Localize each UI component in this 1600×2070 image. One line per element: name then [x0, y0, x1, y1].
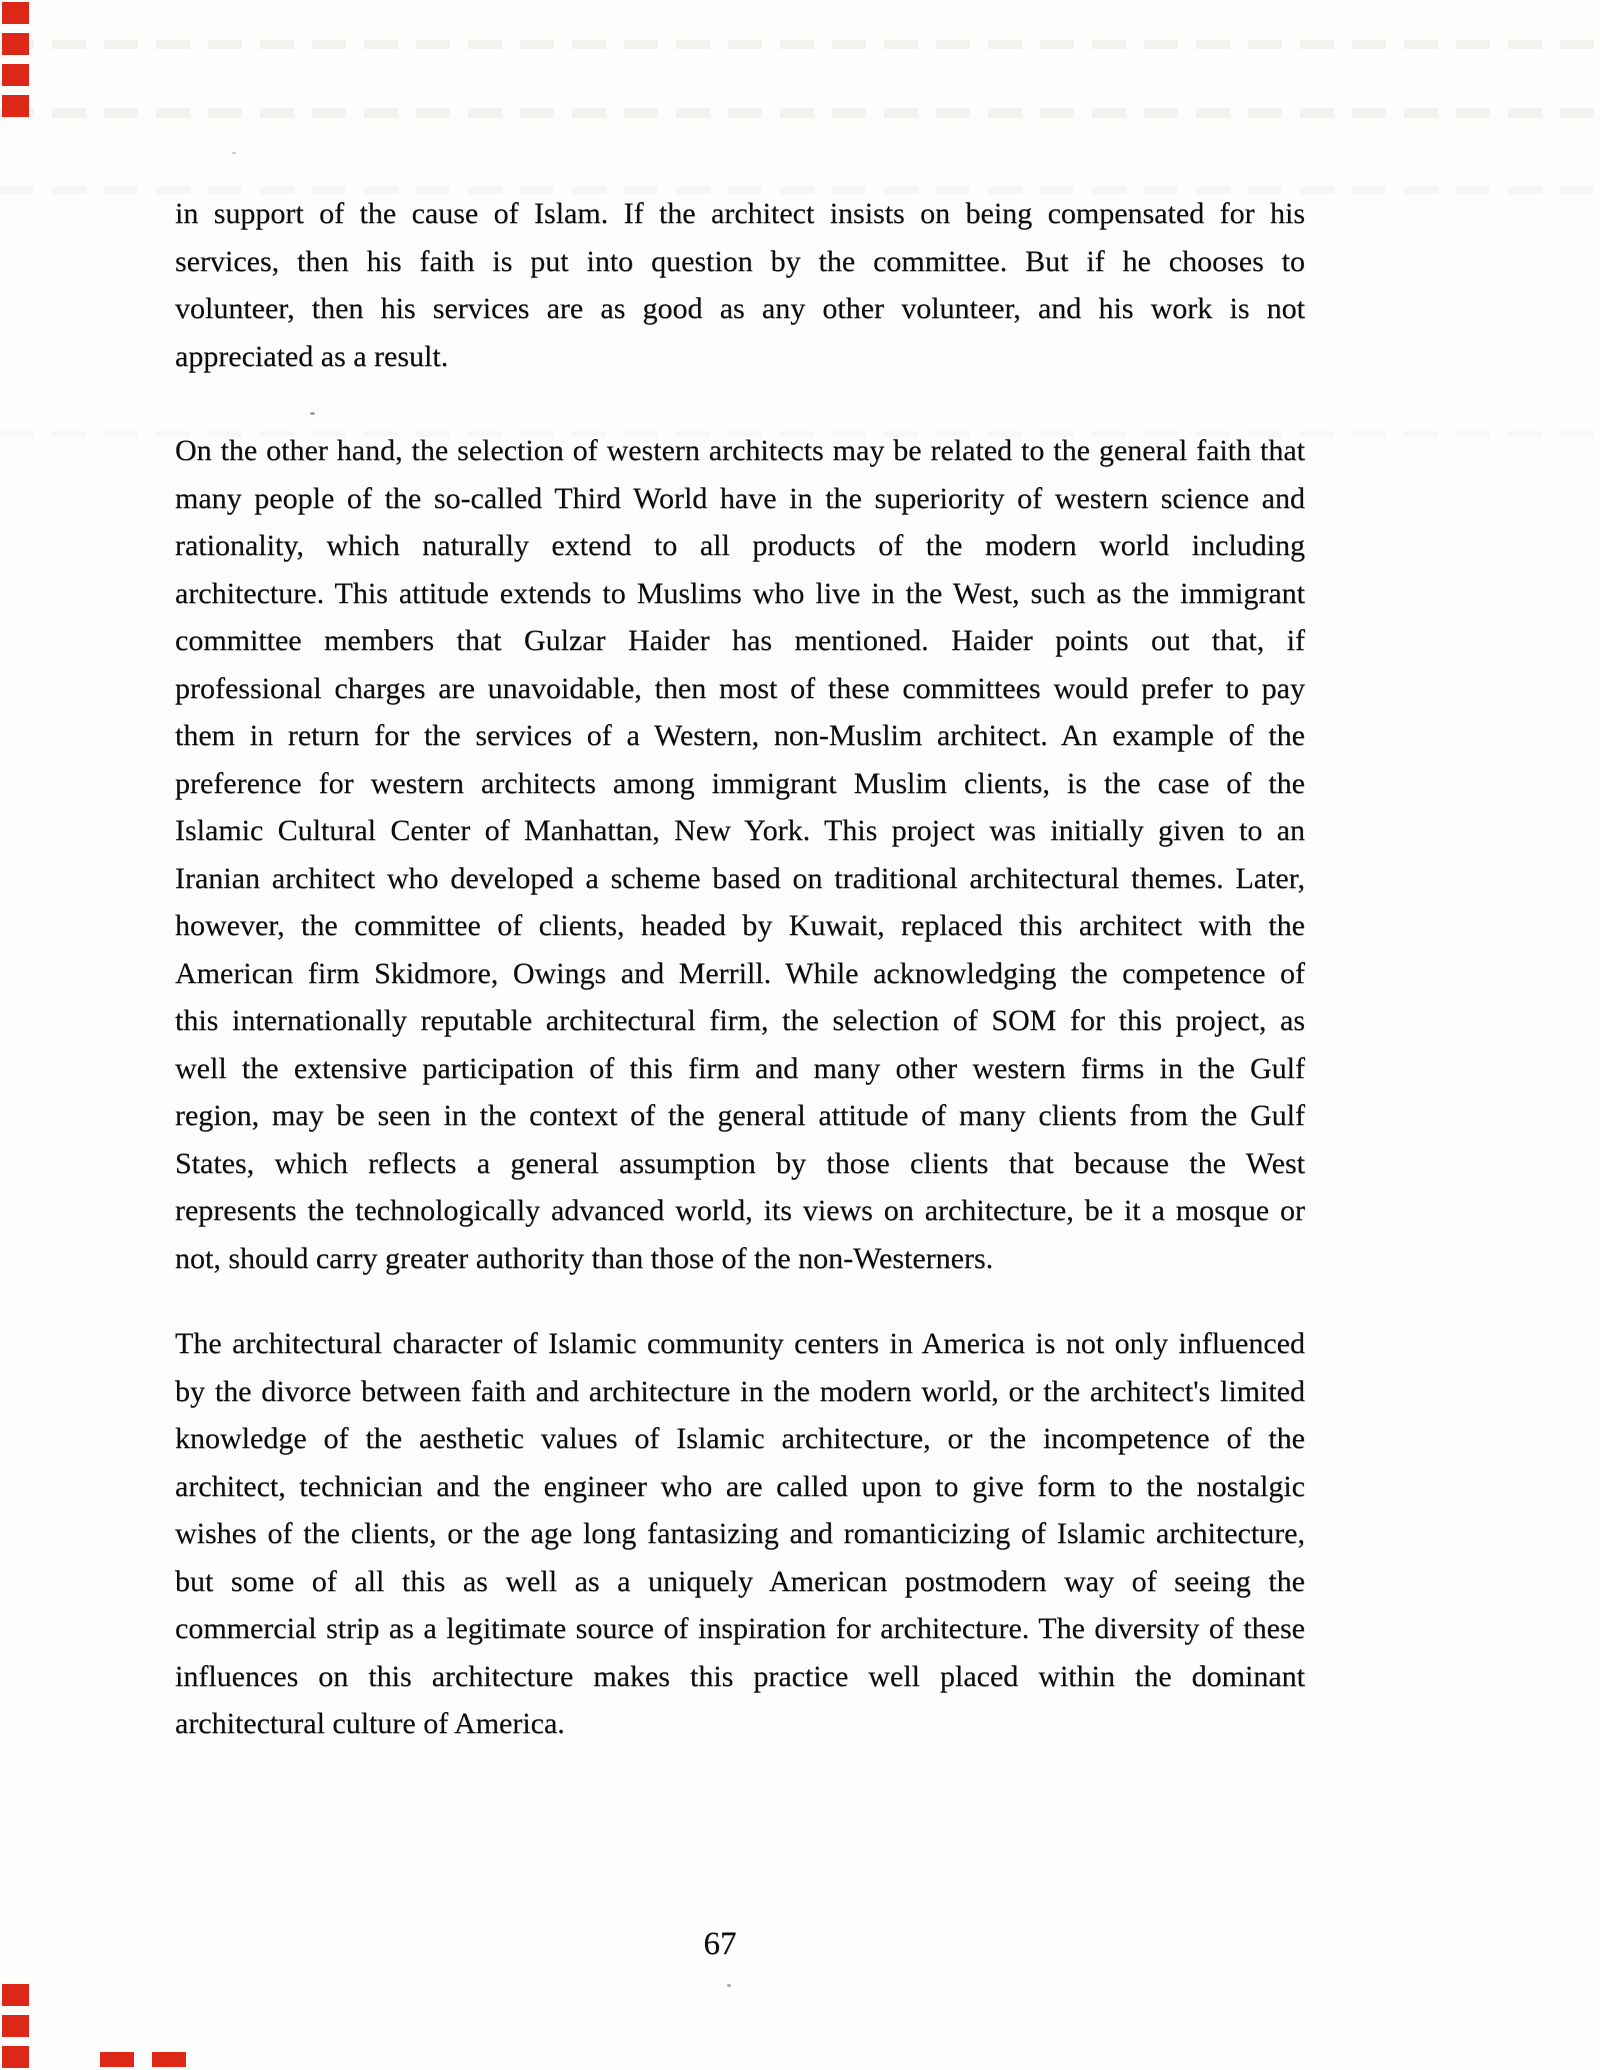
paragraph-2 — [175, 427, 1305, 1282]
text-line: region, may be seen in the context of the general attitude of many clients from the Gulf — [175, 1099, 1305, 1132]
red-film-edge-mark-bottom-left — [2, 1984, 29, 2068]
text-line: architect, technician and the engineer who are called upon to give form to the nostalgic — [175, 1469, 1305, 1503]
text-line: preference for western architects among immigrant Muslim clients, is the case of the — [175, 766, 1305, 800]
ink-speck — [310, 412, 315, 415]
text-line: knowledge of the aesthetic values of Islamic architecture, or the incompetence of the — [175, 1422, 1305, 1455]
text-line: professional charges are unavoidable, then most of these committees would prefer to pay — [175, 671, 1305, 705]
text-line: in support of the cause of Islam. If the architect insists on being compensated for his — [175, 197, 1305, 230]
text-line: this internationally reputable architectural firm, the selection of SOM for this project, as — [175, 1004, 1305, 1037]
text-line: however, the committee of clients, headed by Kuwait, replaced this architect with the — [175, 909, 1305, 942]
text-line: commercial strip as a legitimate source of inspiration for architecture. The diversity of these — [175, 1612, 1305, 1645]
ink-speck — [232, 152, 236, 154]
text-line: well the extensive participation of this firm and many other western firms in the Gulf — [175, 1051, 1305, 1085]
text-line: States, which reflects a general assumption by those clients that because the West — [175, 1146, 1305, 1180]
page-number: 67 — [703, 1926, 737, 1962]
text-line: architecture. This attitude extends to Muslims who live in the West, such as the immigrant — [175, 576, 1305, 610]
text-line: volunteer, then his services are as good as any other volunteer, and his work is not — [175, 292, 1305, 325]
text-line: represents the technologically advanced world, its views on architecture, be it a mosque or — [175, 1194, 1305, 1227]
text-line: appreciated as a result. — [175, 339, 449, 373]
text-line: services, then his faith is put into question by the committee. But if he chooses to — [175, 244, 1305, 278]
text-line: but some of all this as well as a uniquely American postmodern way of seeing the — [175, 1564, 1305, 1598]
text-line: many people of the so-called Third World have in the superiority of western science and — [175, 481, 1305, 515]
ink-speck — [727, 1984, 731, 1987]
page-body — [175, 190, 1305, 1748]
red-film-edge-mark-bottom — [100, 2052, 190, 2067]
red-film-edge-mark-top-left — [2, 2, 29, 126]
text-line: Islamic Cultural Center of Manhattan, New York. This project was initially given to an — [175, 814, 1305, 847]
paragraph-1 — [175, 190, 1305, 380]
text-line: architectural culture of America. — [175, 1707, 565, 1740]
text-line: influences on this architecture makes this practice well placed within the dominant — [175, 1659, 1305, 1693]
scanner-noise-row — [0, 108, 1600, 118]
scanner-noise-row — [0, 40, 1600, 49]
text-line: Iranian architect who developed a scheme based on traditional architectural themes. Later, — [175, 861, 1305, 895]
text-line: The architectural character of Islamic community centers in America is not only influenced — [175, 1327, 1305, 1360]
text-line: them in return for the services of a Western, non-Muslim architect. An example of the — [175, 719, 1305, 752]
text-line: On the other hand, the selection of western architects may be related to the general faith that — [175, 434, 1305, 467]
text-line: by the divorce between faith and architecture in the modern world, or the architect's limited — [175, 1374, 1305, 1408]
text-line: American firm Skidmore, Owings and Merrill. While acknowledging the competence of — [175, 956, 1305, 990]
text-line: not, should carry greater authority than those of the non-Westerners. — [175, 1241, 994, 1275]
text-line: committee members that Gulzar Haider has mentioned. Haider points out that, if — [175, 624, 1305, 657]
paragraph-3 — [175, 1320, 1305, 1748]
text-line: rationality, which naturally extend to all products of the modern world including — [175, 529, 1305, 562]
text-line: wishes of the clients, or the age long fantasizing and romanticizing of Islamic architecture, — [175, 1517, 1305, 1550]
